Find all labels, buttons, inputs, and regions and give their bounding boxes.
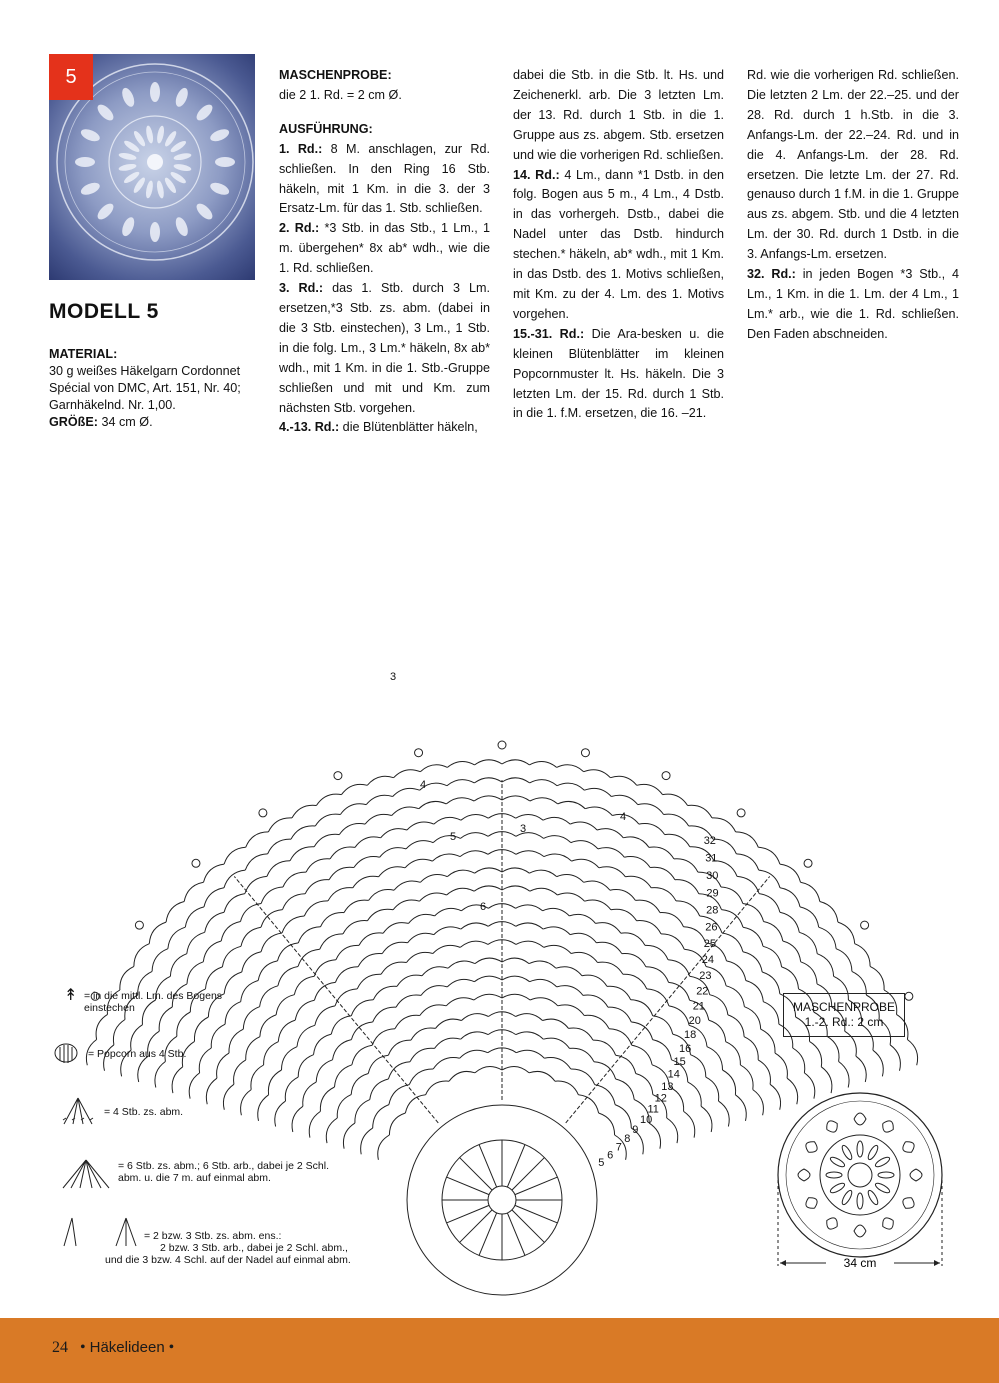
footer-text: 24 • Häkelideen • <box>52 1339 175 1356</box>
material-text: 30 g weißes Häkelgarn Cordonnet Spécial von DMC, Art. 151, Nr. 40; Garnhäkelnd. Nr. 1,00. <box>49 364 241 412</box>
page-footer <box>0 1318 999 1383</box>
round-number-label: 13 <box>661 1080 674 1093</box>
model-title: MODELL 5 <box>49 300 159 323</box>
round-number-label: 29 <box>706 887 719 900</box>
round-number-label: 31 <box>705 852 718 865</box>
two-three-dc-together-icon <box>60 1216 150 1250</box>
legend-item-insert: ↟ = in die mittl. Lm. des Bogens einstechen <box>64 987 223 1014</box>
round-2-text: 2. Rd.: *3 Stb. in das Stb., 1 Lm., 1 m. übergehen* 8x ab* wdh., wie die 1. Rd. schließen. <box>279 221 490 276</box>
magazine-name: Häkelideen <box>89 1339 165 1356</box>
page-number: 24 <box>52 1339 68 1356</box>
size-label: GRÖßE: <box>49 415 98 429</box>
legend-item-2-3-together: = 2 bzw. 3 Stb. zs. abm. ens.: 2 bzw. 3 Stb. arb., dabei je 2 Schl. abm., und die 3 bzw. 4 Schl. auf der Nadel auf einmal abm. <box>60 1220 380 1266</box>
round-number-label: 8 <box>624 1133 631 1145</box>
column-2-paragraph: dabei die Stb. in die Stb. lt. Hs. und Zeichenerkl. arb. Die 3 letzten Lm. der 13. Rd. durch 1 Stb. in die 1. Gruppe aus zs. abgem. Stb. ersetzen und wie die vorherigen Rd. schließen. <box>513 68 724 162</box>
round-15-31-text: 15.-31. Rd.: Die Ara-besken u. die kleinen Blütenblätter im kleinen Popcornmuster lt. Hs. häkeln. Die 3 letzten Lm. der 15. Rd. durch 1 Stb. in die 1. f.M. ersetzen, die 16. –21. <box>513 326 724 421</box>
material-heading: MATERIAL: <box>49 347 118 361</box>
four-dc-together-icon <box>60 1094 96 1128</box>
round-number-label: 6 <box>607 1149 614 1162</box>
round-number-label: 12 <box>654 1092 667 1105</box>
material-section <box>49 346 261 431</box>
petal-row-label: 6 <box>480 901 487 913</box>
round-number-label: 25 <box>703 937 717 950</box>
legend-item-4-together: = 4 Stb. zs. abm. <box>60 1100 260 1118</box>
petal-row-label: 3 <box>520 823 527 835</box>
round-32-text: 32. Rd.: in jeden Bogen *3 Stb., 4 Lm., 1 Km. in die 1. Lm. der 4 Lm., 1 Lm.* arb., wie die 1. Rd. schließen. Den Faden abschneiden. <box>747 267 959 341</box>
six-dc-together-icon <box>60 1156 112 1190</box>
model-number-badge: 5 <box>49 54 93 100</box>
round-number-label: 24 <box>701 954 715 966</box>
round-number-label: 28 <box>706 904 719 917</box>
round-number-label: 14 <box>667 1068 680 1081</box>
petal-row-label: 4 <box>620 811 627 823</box>
ausfuehrung-heading: AUSFÜHRUNG: <box>279 121 373 136</box>
size-value: 34 cm Ø. <box>97 415 153 429</box>
round-number-label: 10 <box>640 1114 653 1126</box>
instructions-column-2 <box>513 66 724 424</box>
gauge-box: MASCHENPROBE 1.-2. Rd.: 2 cm <box>783 993 905 1037</box>
instructions-column-3 <box>747 66 959 345</box>
round-3-text: 3. Rd.: das 1. Stb. durch 3 Lm. ersetzen,*3 Stb. zs. abm. (dabei in die 3 Stb. einstechen), 3 Lm., 1 Stb. in die folg. Lm., 3 Lm.* häkeln, 8x ab* wdh., mit 1 Km. in die 1. Stb.-Gruppe schließen und mit und Km. zum nächsten Stb. vorgehen. <box>279 281 490 415</box>
instructions-column-1 <box>279 66 490 438</box>
popcorn-icon <box>52 1041 80 1067</box>
round-number-label: 11 <box>647 1103 659 1116</box>
round-number-label: 20 <box>688 1015 701 1027</box>
round-number-label: 9 <box>632 1123 639 1136</box>
round-14-text: 14. Rd.: 4 Lm., dann *1 Dstb. in den folg. Bogen aus 5 m., 4 Lm., 4 Dstb. in das vorhergeh. Dstb., dabei die Nadel unter das Dstb. hindurch stechen.* häkeln, ab* wdh., mit 1 Km. in das Dstb. des 1. Motivs schließen, mit Km. zu der 4. Lm. des 1. Motivs vorgehen. <box>513 167 724 321</box>
diameter-label: 34 cm <box>843 1256 877 1270</box>
round-number-label: 22 <box>696 985 709 998</box>
size-schematic <box>770 1090 950 1280</box>
round-number-label: 26 <box>705 921 718 934</box>
maschenprobe-text: die 2 1. Rd. = 2 cm Ø. <box>279 87 402 102</box>
round-number-label: 15 <box>673 1056 686 1068</box>
petal-row-label: 5 <box>450 831 457 843</box>
round-number-label: 18 <box>684 1029 697 1042</box>
round-number-label: 32 <box>703 835 716 847</box>
round-number-label: 16 <box>679 1042 692 1055</box>
round-number-label: 23 <box>699 969 712 982</box>
doily-photo <box>49 54 255 280</box>
round-number-label: 30 <box>706 870 719 883</box>
petal-row-label: 3 <box>390 671 397 683</box>
round-4-13-text: 4.-13. Rd.: die Blütenblätter häkeln, <box>279 420 478 435</box>
round-number-label: 7 <box>615 1141 622 1154</box>
legend-item-6-together: = 6 Stb. zs. abm.; 6 Stb. arb., dabei je 2 Schl. abm. u. die 7 m. auf einmal abm. <box>60 1160 340 1184</box>
column-3-paragraph: Rd. wie die vorherigen Rd. schließen. Die letzten 2 Lm. der 22.–25. und der 28. Rd. durch 1 h.Stb. in die 3. Anfangs-Lm. der 22.–24. Rd. und in die 4. Anfangs-Lm. der 28. Rd. ersetzen. Die letzte Lm. der 27. Rd. genauso durch 1 f.M. in die 1. Gruppe aus zs. abgem. Stb. und die 4 letzten Lm. der 30. Rd. durch 1 Dstb. in die 3. Anfangs-Lm. ersetzen. <box>747 68 959 262</box>
petal-row-label: 4 <box>420 779 427 791</box>
maschenprobe-heading: MASCHENPROBE: <box>279 68 392 82</box>
round-number-label: 21 <box>692 1000 705 1013</box>
round-number-label: 5 <box>598 1156 605 1169</box>
insert-arrow-icon: ↟ <box>64 987 78 1004</box>
legend-item-popcorn: = Popcorn aus 4 Stb. <box>52 1045 252 1060</box>
round-1-text: 1. Rd.: 8 M. anschlagen, zur Rd. schließen. In den Ring 16 Stb. häkeln, mit 1 Km. in die 3. der 3 Ersatz-Lm. für das 1. Stb. schließen. <box>279 141 491 216</box>
